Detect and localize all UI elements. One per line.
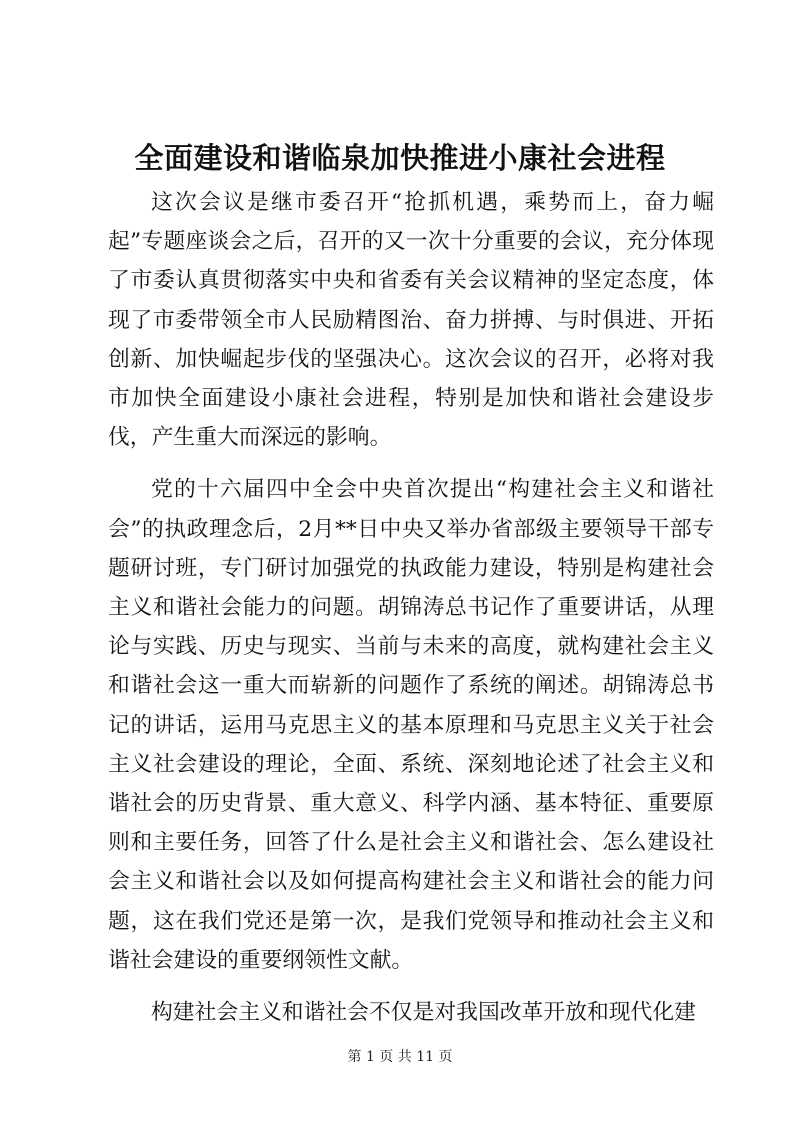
paragraph-2: 党的十六届四中全会中央首次提出“构建社会主义和谐社会”的执政理念后，2月**日中央又举办省部级主要领导干部专题研讨班，专门研讨加强党的执政能力建设，特别是构建社会主义和谐社会能力的问题。胡锦涛总书记作了重要讲话，从理论与实践、历史与现实、当前与未来的高度，就构建社会主义和谐社会这一重大而崭新的问题作了系统的阐述。胡锦涛总书记的讲话，运用马克思主义的基本原理和马克思主义关于社会主义社会建设的理论，全面、系统、深刻地论述了社会主义和谐社会的历史背景、重大意义、科学内涵、基本特征、重要原则和主要任务，回答了什么是社会主义和谐社会、怎么建设社会主义和谐社会以及如何提高构建社会主义和谐社会的能力问题，这在我们党还是第一次，是我们党领导和推动社会主义和谐社会建设的重要纲领性文献。: [108, 477, 714, 973]
page-footer: 第 1 页 共 11 页: [347, 1049, 453, 1065]
paragraph-1: 这次会议是继市委召开“抢抓机遇，乘势而上，奋力崛起”专题座谈会之后，召开的又一次十分重要的会议，充分体现了市委认真贯彻落实中央和省委有关会议精神的坚定态度，体现了市委带领全市人民励精图治、奋力拼搏、与时俱进、开拓创新、加快崛起步伐的坚强决心。这次会议的召开，必将对我市加快全面建设小康社会进程，特别是加快和谐社会建设步伐，产生重大而深远的影响。: [108, 190, 714, 451]
paragraph-3: 构建社会主义和谐社会不仅是对我国改革开放和现代化建: [151, 1000, 696, 1026]
document-body: [108, 183, 714, 1045]
document-title: 全面建设和谐临泉加快推进小康社会进程: [134, 141, 666, 175]
